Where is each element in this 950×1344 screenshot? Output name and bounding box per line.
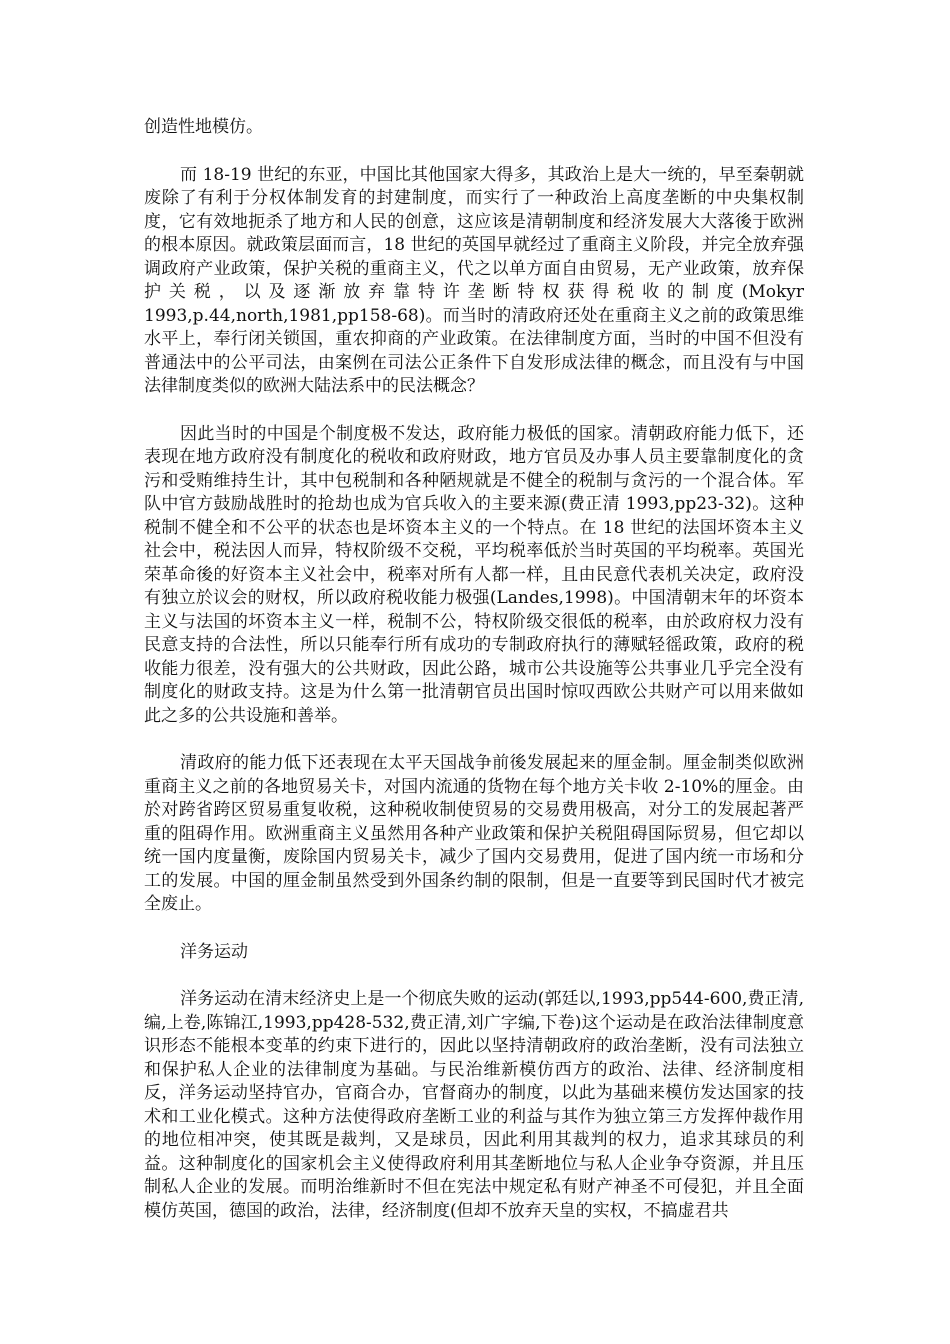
paragraph-spacer	[144, 399, 804, 423]
paragraph-3: 因此当时的中国是个制度极不发达，政府能力极低的国家。清朝政府能力低下，还表现在地方政府没有制度化的税收和政府财政，地方官员及办事人员主要靠制度化的贪污和受贿维持生计，其中包税制和各种陋规就是不健全的税制与贪污的一个混合体。军队中官方鼓励战胜时的抢劫也成为官兵收入的主要来源(费正清 1993,pp23-32)。这种税制不健全和不公平的状态也是坏资本主义的一个特点。在 18 世纪的法国坏资本主义社会中，税法因人而异，特权阶级不交税，平均税率低於当时英国的平均税率。英国光荣革命後的好资本主义社会中，税率对所有人都一样，且由民意代表机关决定，政府没有独立於议会的财权，所以政府税收能力极强(Landes,1998)。中国清朝末年的坏资本主义与法国的坏资本主义一样，税制不公，特权阶级交很低的税率，由於政府权力没有民意支持的合法性，所以只能奉行所有成功的专制政府执行的薄赋轻徭政策，政府的税收能力很差，没有强大的公共财政，因此公路，城市公共设施等公共事业几乎完全没有制度化的财政支持。这是为什么第一批清朝官员出国时惊叹西欧公共财产可以用来做如此之多的公共设施和善举。	[144, 423, 804, 726]
section-heading: 洋务运动	[180, 941, 248, 962]
paragraph-spacer	[144, 964, 804, 988]
paragraph-5: 洋务运动在清末经济史上是一个彻底失败的运动(郭廷以,1993,pp544-600,费正清,编,上卷,陈锦江,1993,pp428-532,费正清,刘广字编,下卷)这个运动是在政治法律制度意识形态不能根本变革的约束下进行的，因此以坚持清朝政府的政治垄断，没有司法独立和保护私人企业的法律制度为基础。与民治维新模仿西方的政治、法律、经济制度相反，洋务运动坚持官办，官商合办，官督商办的制度，以此为基础来模仿发达国家的技术和工业化模式。这种方法使得政府垄断工业的利益与其作为独立第三方发挥仲裁作用的地位相冲突，使其既是裁判，又是球员，因此利用其裁判的权力，追求其球员的利益。这种制度化的国家机会主义使得政府利用其垄断地位与私人企业争夺资源，并且压制私人企业的发展。而明治维新时不但在宪法中规定私有财产神圣不可侵犯，并且全面模仿英国，德国的政治，法律，经济制度(但却不放弃天皇的实权，不搞虚君共	[144, 989, 804, 1221]
paragraph-spacer	[144, 140, 804, 164]
paragraph-2: 而 18-19 世纪的东亚，中国比其他国家大得多，其政治上是大一统的，早至秦朝就废除了有利于分权体制发育的封建制度，而实行了一种政治上高度垄断的中央集权制度，它有效地扼杀了地方和人民的创意，这应该是清朝制度和经济发展大大落後于欧洲的根本原因。就政策层面而言，18 世纪的英国早就经过了重商主义阶段，并完全放弃强调政府产业政策，保护关税的重商主义，代之以单方面自由贸易，无产业政策，放弃保护关税，以及逐渐放弃靠特许垄断特权获得税收的制度(Mokyr 1993,p.44,north,1981,pp158-68)。而当时的清政府还处在重商主义之前的政策思维水平上，奉行闭关锁国，重农抑商的产业政策。在法律制度方面，当时的中国不但没有普通法中的公平司法，由案例在司法公正条件下自发形成法律的概念，而且没有与中国法律制度类似的欧洲大陆法系中的民法概念？	[144, 164, 804, 396]
paragraph-1: 创造性地模仿。	[144, 117, 263, 137]
paragraph-spacer	[144, 917, 804, 941]
document-body	[144, 116, 804, 1223]
paragraph-spacer	[144, 728, 804, 752]
paragraph-4: 清政府的能力低下还表现在太平天国战争前後发展起来的厘金制。厘金制类似欧洲重商主义之前的各地贸易关卡，对国内流通的货物在每个地方关卡收 2-10%的厘金。由於对跨省跨区贸易重复收税，这种税收制使贸易的交易费用极高，对分工的发展起著严重的阻碍作用。欧洲重商主义虽然用各种产业政策和保护关税阻碍国际贸易，但它却以统一国内度量衡，废除国内贸易关卡，减少了国内交易费用，促进了国内统一市场和分工的发展。中国的厘金制虽然受到外国条约制的限制，但是一直要等到民国时代才被完全废止。	[144, 753, 804, 914]
